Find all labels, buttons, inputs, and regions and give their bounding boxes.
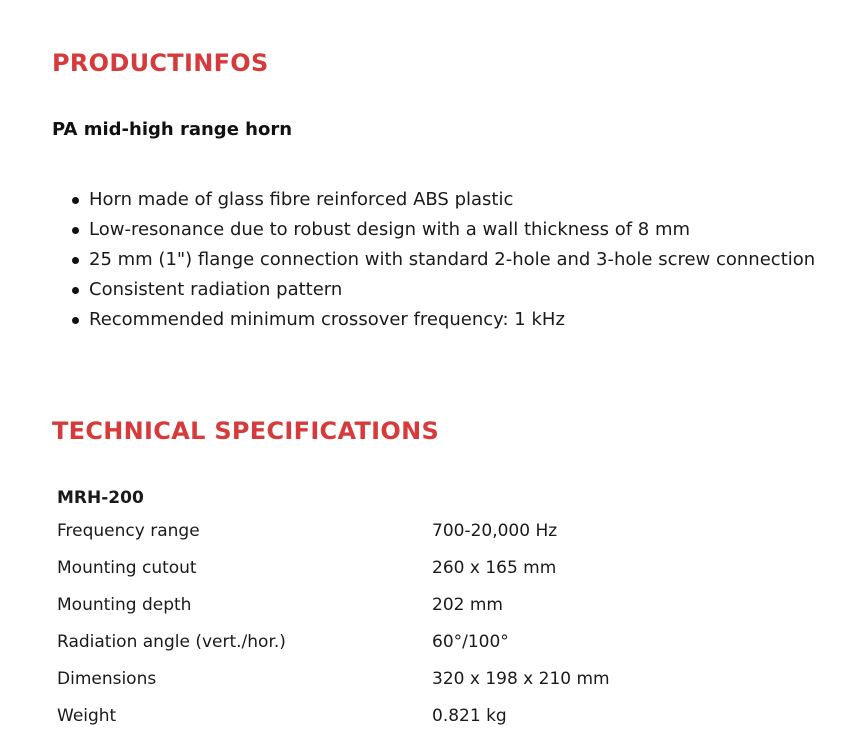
feature-text: Horn made of glass fibre reinforced ABS plastic <box>89 189 514 210</box>
spec-value: 60°/100° <box>432 631 509 652</box>
bullet-icon <box>72 317 79 324</box>
spec-label: Weight <box>57 705 117 726</box>
spec-row <box>57 549 812 586</box>
spec-label: Radiation angle (vert./hor.) <box>57 631 286 652</box>
spec-table <box>57 484 812 734</box>
feature-text: Consistent radiation pattern <box>89 279 343 300</box>
productinfos-heading: PRODUCTINFOS <box>52 49 269 77</box>
spec-value: 0.821 kg <box>432 705 507 726</box>
bullet-icon <box>72 287 79 294</box>
spec-row <box>57 586 812 623</box>
feature-item <box>52 245 815 275</box>
spec-value: 320 x 198 x 210 mm <box>432 668 610 689</box>
spec-label: Frequency range <box>57 520 200 541</box>
feature-item <box>52 275 815 305</box>
model-name: MRH-200 <box>57 488 144 508</box>
spec-row <box>57 512 812 549</box>
feature-list <box>52 185 815 335</box>
feature-text: Recommended minimum crossover frequency: 1 kHz <box>89 309 565 330</box>
spec-label: Mounting cutout <box>57 557 197 578</box>
bullet-icon <box>72 227 79 234</box>
spec-label: Dimensions <box>57 668 157 689</box>
spec-row <box>57 660 812 697</box>
spec-value: 700-20,000 Hz <box>432 520 558 541</box>
feature-item <box>52 185 815 215</box>
bullet-icon <box>72 197 79 204</box>
spec-row <box>57 623 812 660</box>
spec-header-row <box>57 484 812 512</box>
bullet-icon <box>72 257 79 264</box>
spec-label: Mounting depth <box>57 594 192 615</box>
feature-text: Low-resonance due to robust design with a wall thickness of 8 mm <box>89 219 691 240</box>
feature-item <box>52 305 815 335</box>
spec-value: 202 mm <box>432 594 503 615</box>
spec-row <box>57 697 812 734</box>
spec-value: 260 x 165 mm <box>432 557 557 578</box>
technical-specifications-heading: TECHNICAL SPECIFICATIONS <box>52 417 440 445</box>
feature-item <box>52 215 815 245</box>
product-subtitle: PA mid-high range horn <box>52 119 293 140</box>
feature-text: 25 mm (1") flange connection with standard 2-hole and 3-hole screw connection <box>89 249 816 270</box>
